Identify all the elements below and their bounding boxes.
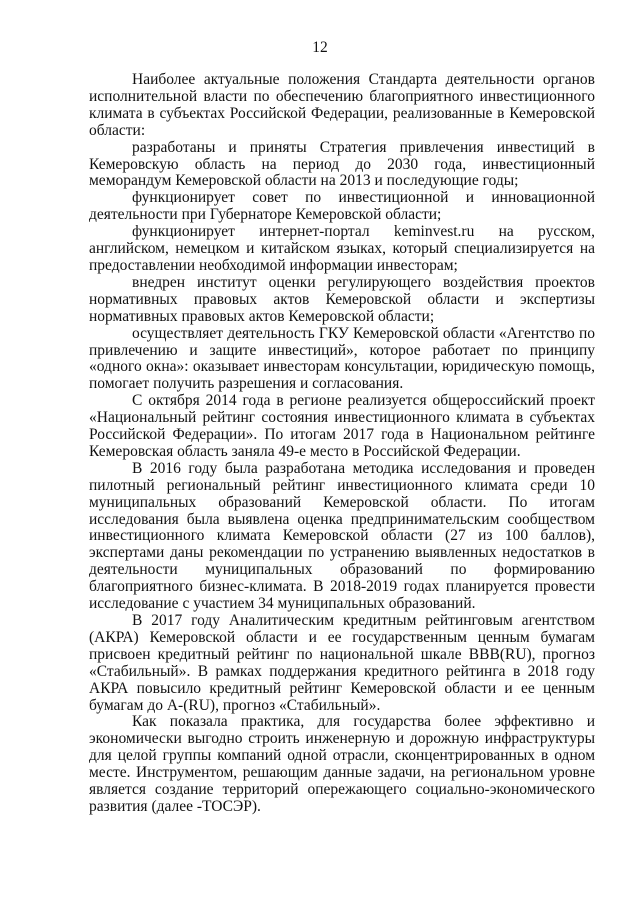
paragraph-regulatory-assessment: внедрен институт оценки регулирующего воздействия проектов нормативных правовых актов Кемеровской области и экспертизы нормативных правовых актов Кемеровской области; [89, 273, 595, 325]
body-text [89, 72, 595, 816]
paragraph-council: функционирует совет по инвестиционной и инновационной деятельности при Губернаторе Кемеровской области; [89, 189, 595, 224]
paragraph-national-rating: С октября 2014 года в регионе реализуется общероссийский проект «Национальный рейтинг состояния инвестиционного климата в субъектах Российской Федерации». По итогам 2017 года в Национальном рейтинге Кемеровская область заняла 49-е место в Российской Федерации. [89, 392, 595, 460]
paragraph-municipal-rating: В 2016 году была разработана методика исследования и проведен пилотный региональный рейтинг инвестиционного климата среди 10 муниципальных образований Кемеровской области. По итогам исследования была выявлена оценка предпринимательским сообществом инвестиционного климата Кемеровской области (27 из 100 баллов), экспертами даны рекомендации по устранению выявленных недостатков в деятельности муниципальных образований по формированию благоприятного бизнес-климата. В 2018-2019 годах планируется провести исследование с участием 34 муниципальных образований. [89, 459, 595, 613]
paragraph-agency: осуществляет деятельность ГКУ Кемеровской области «Агентство по привлечению и защите инвестиций», которое работает по принципу «одного окна»: оказывает инвесторам консультации, юридическую помощь, помогает получить разрешения и согласования. [89, 324, 595, 393]
paragraph-standard-intro: Наиболее актуальные положения Стандарта деятельности органов исполнительной власти по обеспечению благоприятного инвестиционного климата в субъектах Российской Федерации, реализованные в Кемеровской области: [89, 71, 595, 139]
paragraph-credit-rating: В 2017 году Аналитическим кредитным рейтинговым агентством (АКРА) Кемеровской области и ее государственным ценным бумагам присвоен кредитный рейтинг по национальной шкале BBB(RU), прогноз «Стабильный». В рамках поддержания кредитного рейтинга в 2018 году АКРА повысило кредитный рейтинг Кемеровской области и ее ценным бумагам до A-(RU), прогноз «Стабильный». [89, 612, 595, 714]
paragraph-strategy: разработаны и приняты Стратегия привлечения инвестиций в Кемеровскую область на период до 2030 года, инвестиционный меморандум Кемеровской области на 2013 и последующие годы; [89, 138, 595, 190]
page-number: 12 [312, 39, 328, 56]
paragraph-tosed: Как показала практика, для государства более эффективно и экономически выгодно строить инженерную и дорожную инфраструктуры для целой группы компаний одной отрасли, сконцентрированных в одном месте. Инструментом, решающим данные задачи, на региональном уровне является создание территорий опережающего социально-экономического развития (далее -ТОСЭР). [89, 713, 595, 815]
paragraph-portal: функционирует интернет-портал keminvest.ru на русском, английском, немецком и китайском языках, который специализируется на предоставлении необходимой информации инвесторам; [89, 223, 595, 274]
